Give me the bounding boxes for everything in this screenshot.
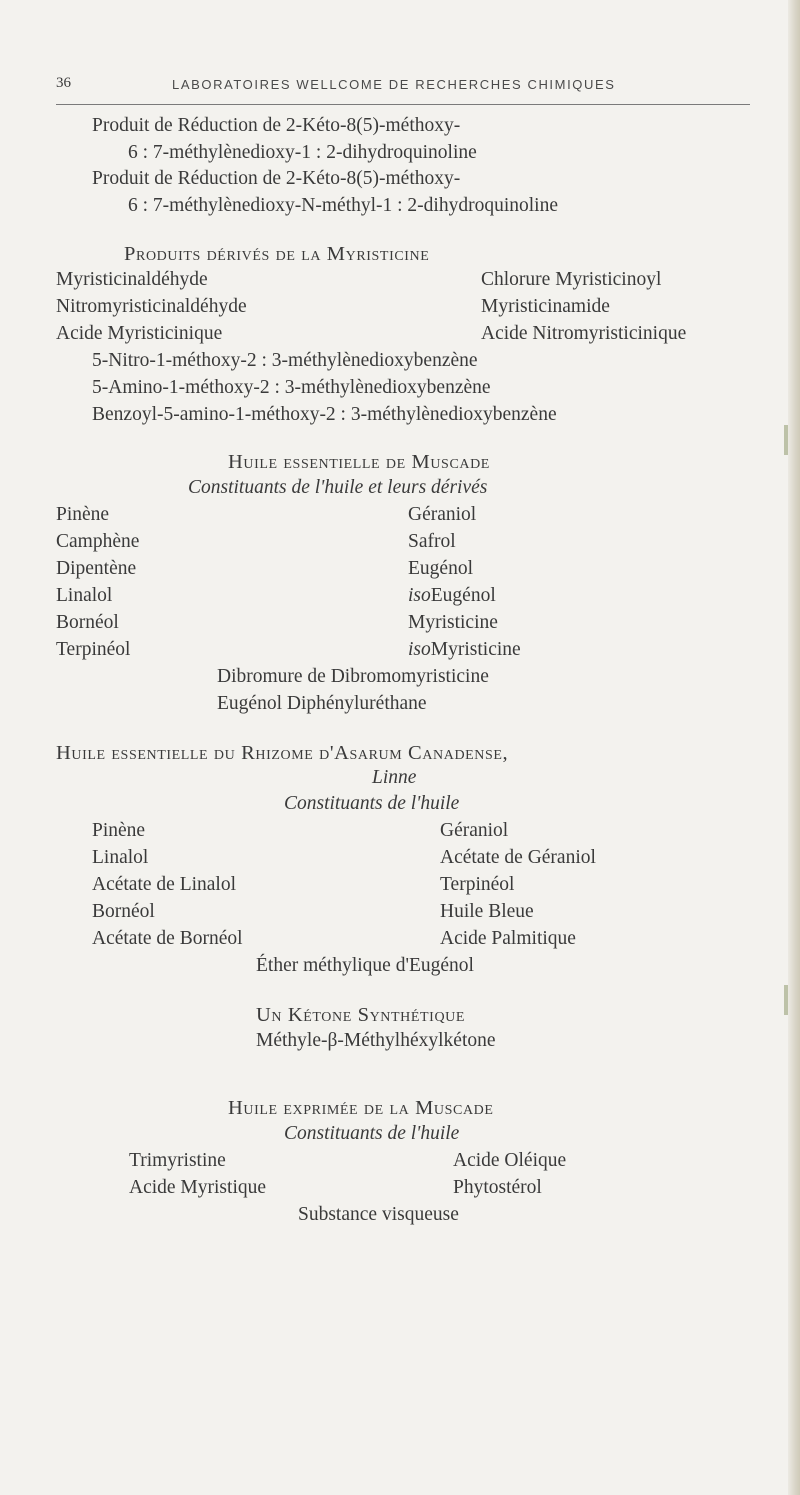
compound: Éther méthylique d'Eugénol bbox=[256, 955, 474, 976]
compound: Acide Myristique bbox=[129, 1177, 267, 1198]
page-edge-mark bbox=[784, 985, 788, 1015]
compound bbox=[408, 638, 521, 662]
section-heading: Huile essentielle du Rhizome d'Asarum Canadense, bbox=[56, 742, 509, 764]
compound: Myristicine bbox=[408, 612, 498, 633]
compound: Acétate de Linalol bbox=[92, 874, 237, 895]
compound: Acétate de Bornéol bbox=[92, 928, 243, 949]
compound: Safrol bbox=[408, 531, 456, 552]
compound: Acétate de Géraniol bbox=[440, 847, 596, 868]
compound bbox=[408, 584, 496, 608]
running-title: LABORATOIRES WELLCOME DE RECHERCHES CHIMIQUES bbox=[172, 77, 616, 92]
section-heading-continuation: Linne bbox=[372, 767, 417, 788]
compound: Bornéol bbox=[56, 612, 119, 633]
section-subheading: Constituants de l'huile et leurs dérivés bbox=[188, 477, 488, 498]
compound: Chlorure Myristicinoyl bbox=[481, 269, 662, 290]
header-rule bbox=[56, 104, 750, 105]
compound: Terpinéol bbox=[440, 874, 515, 895]
compound: Benzoyl-5-amino-1-méthoxy-2 : 3-méthylènedioxybenzène bbox=[92, 404, 557, 425]
compound: Eugénol Diphényluréthane bbox=[217, 693, 427, 714]
section-heading: Huile essentielle de Muscade bbox=[228, 451, 490, 473]
iso-prefix: iso bbox=[408, 585, 431, 606]
compound: Dibromure de Dibromomyristicine bbox=[217, 666, 489, 687]
section-subheading: Constituants de l'huile bbox=[284, 793, 460, 814]
compound: Camphène bbox=[56, 531, 140, 552]
page-edge-mark bbox=[784, 425, 788, 455]
section-heading: Produits dérivés de la Myristicine bbox=[124, 243, 430, 265]
compound: Bornéol bbox=[92, 901, 155, 922]
compound: Huile Bleue bbox=[440, 901, 534, 922]
compound: Trimyristine bbox=[129, 1150, 226, 1171]
compound: Acide Palmitique bbox=[440, 928, 576, 949]
compound: 5-Amino-1-méthoxy-2 : 3-méthylènedioxybenzène bbox=[92, 377, 491, 398]
iso-prefix: iso bbox=[408, 639, 431, 660]
compound: Pinène bbox=[56, 504, 110, 525]
text-line: Produit de Réduction de 2-Kéto-8(5)-méthoxy- bbox=[92, 115, 461, 136]
compound: Nitromyristicinaldéhyde bbox=[56, 296, 247, 317]
compound: Géraniol bbox=[440, 820, 509, 841]
section-heading: Huile exprimée de la Muscade bbox=[228, 1097, 494, 1119]
section-heading: Un Kétone Synthétique bbox=[256, 1004, 466, 1026]
compound: Phytostérol bbox=[453, 1177, 542, 1198]
compound: Substance visqueuse bbox=[298, 1204, 459, 1225]
section-subheading: Constituants de l'huile bbox=[284, 1123, 460, 1144]
compound: Linalol bbox=[56, 585, 113, 606]
page-number: 36 bbox=[56, 75, 71, 91]
page-edge bbox=[788, 0, 800, 1495]
compound: Acide Nitromyristicinique bbox=[481, 323, 687, 344]
compound: Méthyle-β-Méthylhéxylkétone bbox=[256, 1030, 496, 1051]
compound: Myristicinamide bbox=[481, 296, 610, 317]
compound: Pinène bbox=[92, 820, 146, 841]
compound: Linalol bbox=[92, 847, 149, 868]
compound: 5-Nitro-1-méthoxy-2 : 3-méthylènedioxybenzène bbox=[92, 350, 478, 371]
compound: Géraniol bbox=[408, 504, 477, 525]
text-line: Produit de Réduction de 2-Kéto-8(5)-méthoxy- bbox=[92, 168, 461, 189]
compound: Dipentène bbox=[56, 558, 137, 579]
compound: Acide Myristicinique bbox=[56, 323, 223, 344]
compound: Eugénol bbox=[408, 558, 473, 579]
compound-name: Myristicine bbox=[430, 639, 521, 660]
compound-name: Eugénol bbox=[430, 585, 496, 606]
compound: Terpinéol bbox=[56, 639, 131, 660]
compound: Myristicinaldéhyde bbox=[56, 269, 208, 290]
text-line: 6 : 7-méthylènedioxy-1 : 2-dihydroquinoline bbox=[128, 142, 477, 163]
text-line: 6 : 7-méthylènedioxy-N-méthyl-1 : 2-dihydroquinoline bbox=[128, 195, 558, 216]
compound: Acide Oléique bbox=[453, 1150, 567, 1171]
